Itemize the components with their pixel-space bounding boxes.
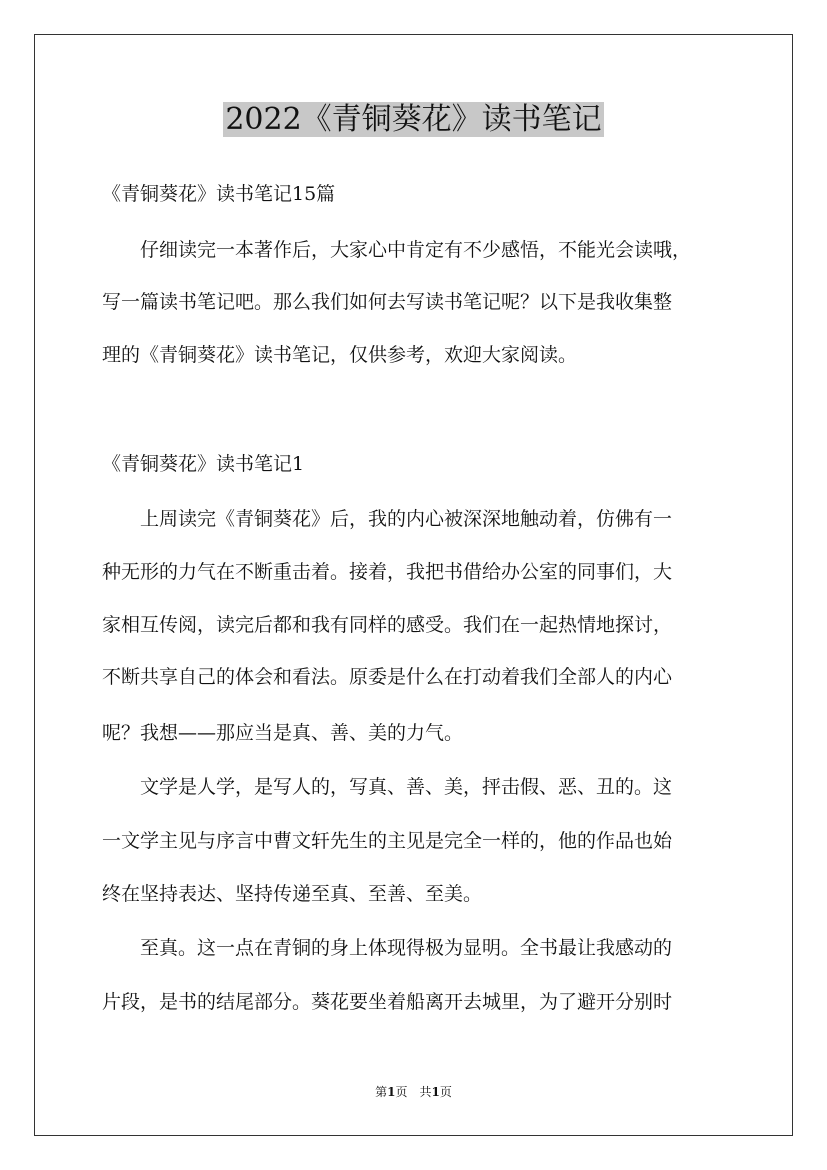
text-line: 至真。这一点在青铜的身上体现得极为显明。全书最让我感动的 <box>102 937 673 959</box>
title-text: 2022《青铜葵花》读书笔记 <box>225 102 602 137</box>
text-line: 理的《青铜葵花》读书笔记，仅供参考，欢迎大家阅读。 <box>102 344 578 366</box>
text-line: 不断共享自己的体会和看法。原委是什么在打动着我们全部人的内心 <box>102 666 673 688</box>
text-line: 《青铜葵花》读书笔记1 <box>102 453 305 475</box>
page-footer <box>0 1084 827 1100</box>
footer-suffix: 页 <box>439 1085 452 1099</box>
text-line: 终在坚持表达、坚持传递至真、至善、至美。 <box>102 883 483 905</box>
text-line: 仔细读完一本著作后，大家心中肯定有不少感悟，不能光会读哦， <box>102 239 692 261</box>
document-title <box>0 98 827 142</box>
text-line: 家相互传阅，读完后都和我有同样的感受。我们在一起热情地探讨， <box>102 614 673 636</box>
footer-middle: 页 共 <box>395 1085 432 1099</box>
text-line: 文学是人学，是写人的，写真、善、美，抨击假、恶、丑的。这 <box>102 776 673 798</box>
text-line: 写一篇读书笔记吧。那么我们如何去写读书笔记呢？以下是我收集整 <box>102 291 673 313</box>
text-line: 一文学主见与序言中曹文轩先生的主见是完全一样的，他的作品也始 <box>102 830 673 852</box>
text-line: 种无形的力气在不断重击着。接着，我把书借给办公室的同事们，大 <box>102 561 673 583</box>
text-line: 呢？我想——那应当是真、善、美的力气。 <box>102 722 464 744</box>
text-line: 《青铜葵花》读书笔记15篇 <box>102 183 336 205</box>
footer-total-pages: 1 <box>431 1085 440 1099</box>
text-line: 上周读完《青铜葵花》后，我的内心被深深地触动着，仿佛有一 <box>102 508 673 530</box>
footer-prefix: 第 <box>375 1085 388 1099</box>
text-line: 片段，是书的结尾部分。葵花要坐着船离开去城里，为了避开分别时 <box>102 991 673 1013</box>
footer-page-number: 1 <box>387 1085 396 1099</box>
